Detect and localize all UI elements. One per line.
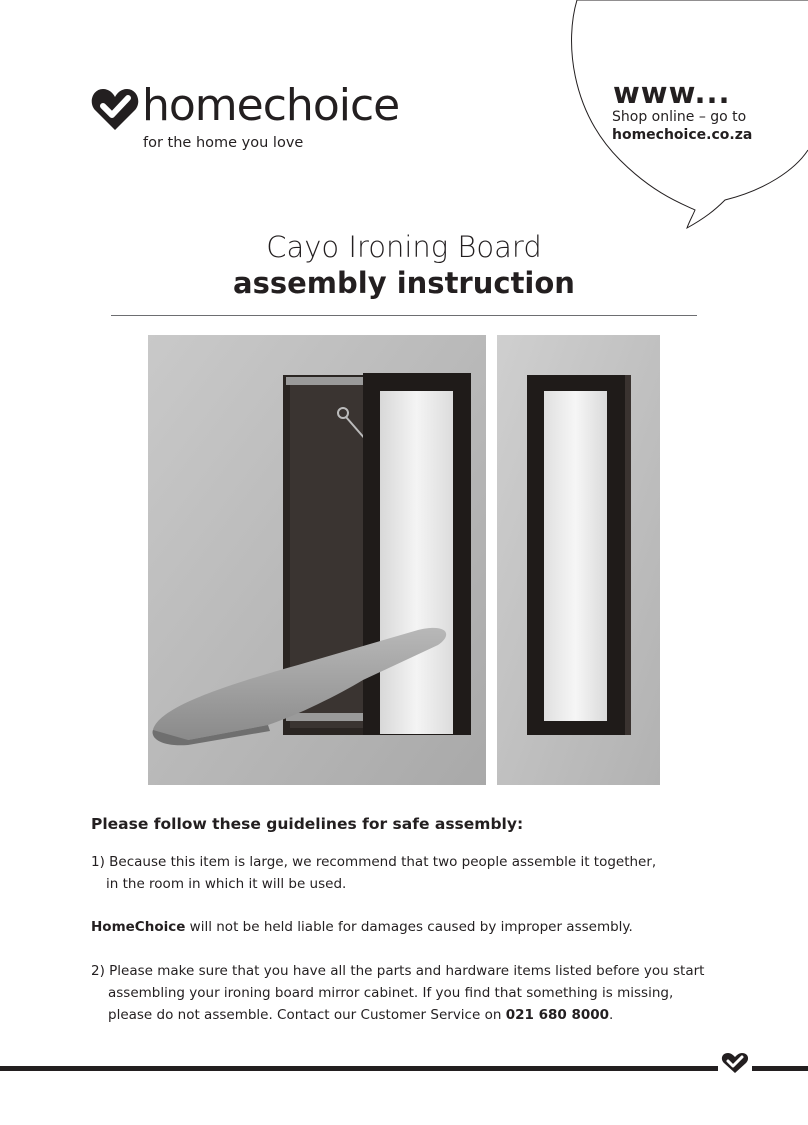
mirror-cabinet-closed-photo (497, 335, 660, 785)
guideline-item-2-continued: assembling your ironing board mirror cabinet. If you find that something is missing, (108, 985, 674, 1001)
guideline-item-2-contact (108, 1005, 768, 1026)
contact-prefix: please do not assemble. Contact our Customer Service on (108, 1007, 506, 1023)
brand-tagline: for the home you love (143, 135, 304, 151)
liability-text: will not be held liable for damages caused by improper assembly. (185, 919, 633, 935)
footer-heart-check-icon (718, 1052, 752, 1074)
guideline-item-2: 2) Please make sure that you have all the parts and hardware items listed before you start (91, 963, 705, 979)
liability-brand: HomeChoice (91, 919, 186, 935)
guideline-item-1: 1) Because this item is large, we recommend that two people assemble it together, (91, 854, 657, 870)
brand-name: homechoice (142, 80, 400, 131)
homechoice-logo (90, 80, 450, 160)
shop-online-bubble (565, 0, 808, 230)
liability-notice (91, 917, 741, 938)
website-link[interactable]: homechoice.co.za (612, 127, 753, 143)
document-subtitle: assembly instruction (233, 266, 575, 300)
heart-check-logo-icon (90, 86, 140, 132)
www-label: www... (613, 76, 731, 110)
contact-suffix: . (609, 1007, 614, 1023)
shop-online-text: Shop online – go to (612, 109, 747, 125)
footer-rule (0, 1066, 808, 1071)
title-divider (111, 315, 697, 316)
guideline-item-1-continued: in the room in which it will be used. (106, 876, 347, 892)
customer-service-phone[interactable]: 021 680 8000 (505, 1007, 610, 1023)
product-title: Cayo Ironing Board (266, 230, 542, 264)
ironing-board-open-photo (148, 335, 486, 785)
guidelines-heading: Please follow these guidelines for safe assembly: (91, 815, 524, 833)
